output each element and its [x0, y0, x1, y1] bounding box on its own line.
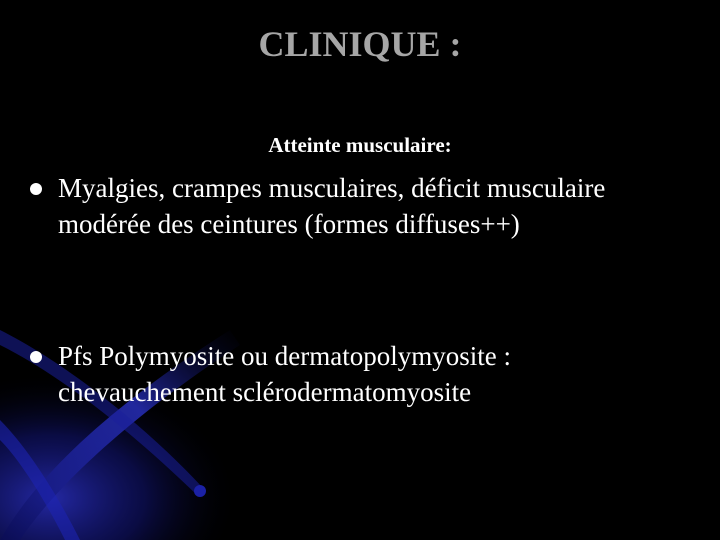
bullet-dot-icon	[30, 351, 42, 363]
slide-title: CLINIQUE :	[258, 24, 462, 64]
bullet-text: Myalgies, crampes musculaires, déficit musculaire modérée des ceintures (formes diffuses++)	[58, 173, 606, 239]
bullet-text: Pfs Polymyosite ou dermatopolymyosite : chevauchement sclérodermatomyosite	[58, 341, 511, 407]
bullet-dot-icon	[30, 183, 42, 195]
section-subtitle: Atteinte musculaire:	[268, 133, 452, 157]
